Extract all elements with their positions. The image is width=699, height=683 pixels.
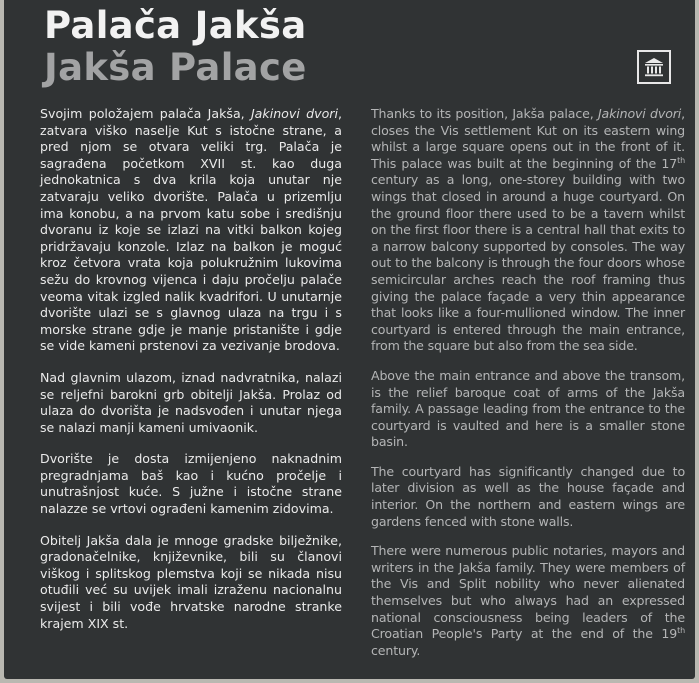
information-sign	[4, 0, 695, 679]
croatian-paragraph-1: Svojim položajem palača Jakša, Jakinovi dvori, zatvara viško naselje Kut s istočne strane, a pred njom se otvara veliki trg. Palača je sagrađena početkom XVII st. kao duga jednokatnica s dva krila koja unutar nje zatvaraju veliko dvorište. Palača u prizemlju ima konobu, a na prvom katu sobe i središnju dvoranu iz koje se izlazi na vitki balkon kojeg pridržavaju konzole. Izlaz na balkon je moguć kroz četvora vrata koja polukružnim lukovima sežu do krovnog vijenca i daju pročelju palače veoma vitak izgled nalik kvadrifori. U unutarnje dvorište ulazi se s glavnog ulaza na trgu i s morske strane gdje je manje pristanište i gdje se vide kameni prstenovi za vezivanje brodova.	[40, 106, 342, 354]
title-croatian: Palača Jakša	[44, 4, 307, 47]
croatian-paragraph-2: Nad glavnim ulazom, iznad nadvratnika, nalazi se reljefni barokni grb obitelji Jakša. Prolaz od ulaza do dvorišta je nadsvođen i unutar njega se nalazi manji kameni umivaonik.	[40, 369, 342, 435]
english-paragraph-2: Above the main entrance and above the transom, is the relief baroque coat of arms of the Jakša family. A passage leading from the entrance to the courtyard is vaulted and here is a smaller stone basin.	[371, 367, 685, 450]
english-paragraph-3: The courtyard has significantly changed due to later division as well as the house façade and interior. On the northern and eastern wings are gardens fenced with stone walls.	[371, 463, 685, 529]
english-paragraph-4: There were numerous public notaries, mayors and writers in the Jakša family. They were members of the Vis and Split nobility who never alienated themselves but who always had an expressed national consciousness being leaders of the Croatian People's Party at the end of the 19th century.	[371, 543, 685, 658]
museum-building-icon-graphic	[644, 57, 664, 77]
croatian-column	[40, 106, 342, 647]
croatian-paragraph-4: Obitelj Jakša dala je mnoge gradske bilježnike, gradonačelnike, književnike, bili su članovi viškog i splitskog plemstva koji se nikada nisu otuđili već su uvijek imali izraženu nacionalnu svijest i bili vođe hrvatske narodne stranke krajem XIX st.	[40, 532, 342, 631]
title-english: Jakša Palace	[44, 46, 307, 89]
museum-building-icon	[637, 50, 671, 84]
croatian-paragraph-3: Dvorište je dosta izmijenjeno naknadnim pregradnjama baš kao i kućno pročelje i unutrašnjost kuće. S južne i istočne strane nalazze se vrtovi ograđeni kamenim zidovima.	[40, 451, 342, 517]
english-paragraph-1: Thanks to its position, Jakša palace, Jakinovi dvori, closes the Vis settlement Kut on its eastern wing whilst a large square opens out in the front of it. This palace was built at the beginning of the 17th century as a long, one-storey building with two wings that closed in around a huge courtyard. On the ground floor there used to be a tavern whilst on the first floor there is a central hall that exits to a narrow balcony supported by consoles. The way out to the balcony is through the four doors whose semicircular arches reach the roof framing thus giving the palace façade a very thin appearance that looks like a four-mullioned window. The inner courtyard is entered through the main entrance, from the square but also from the sea side.	[371, 106, 685, 354]
english-column	[371, 106, 685, 672]
